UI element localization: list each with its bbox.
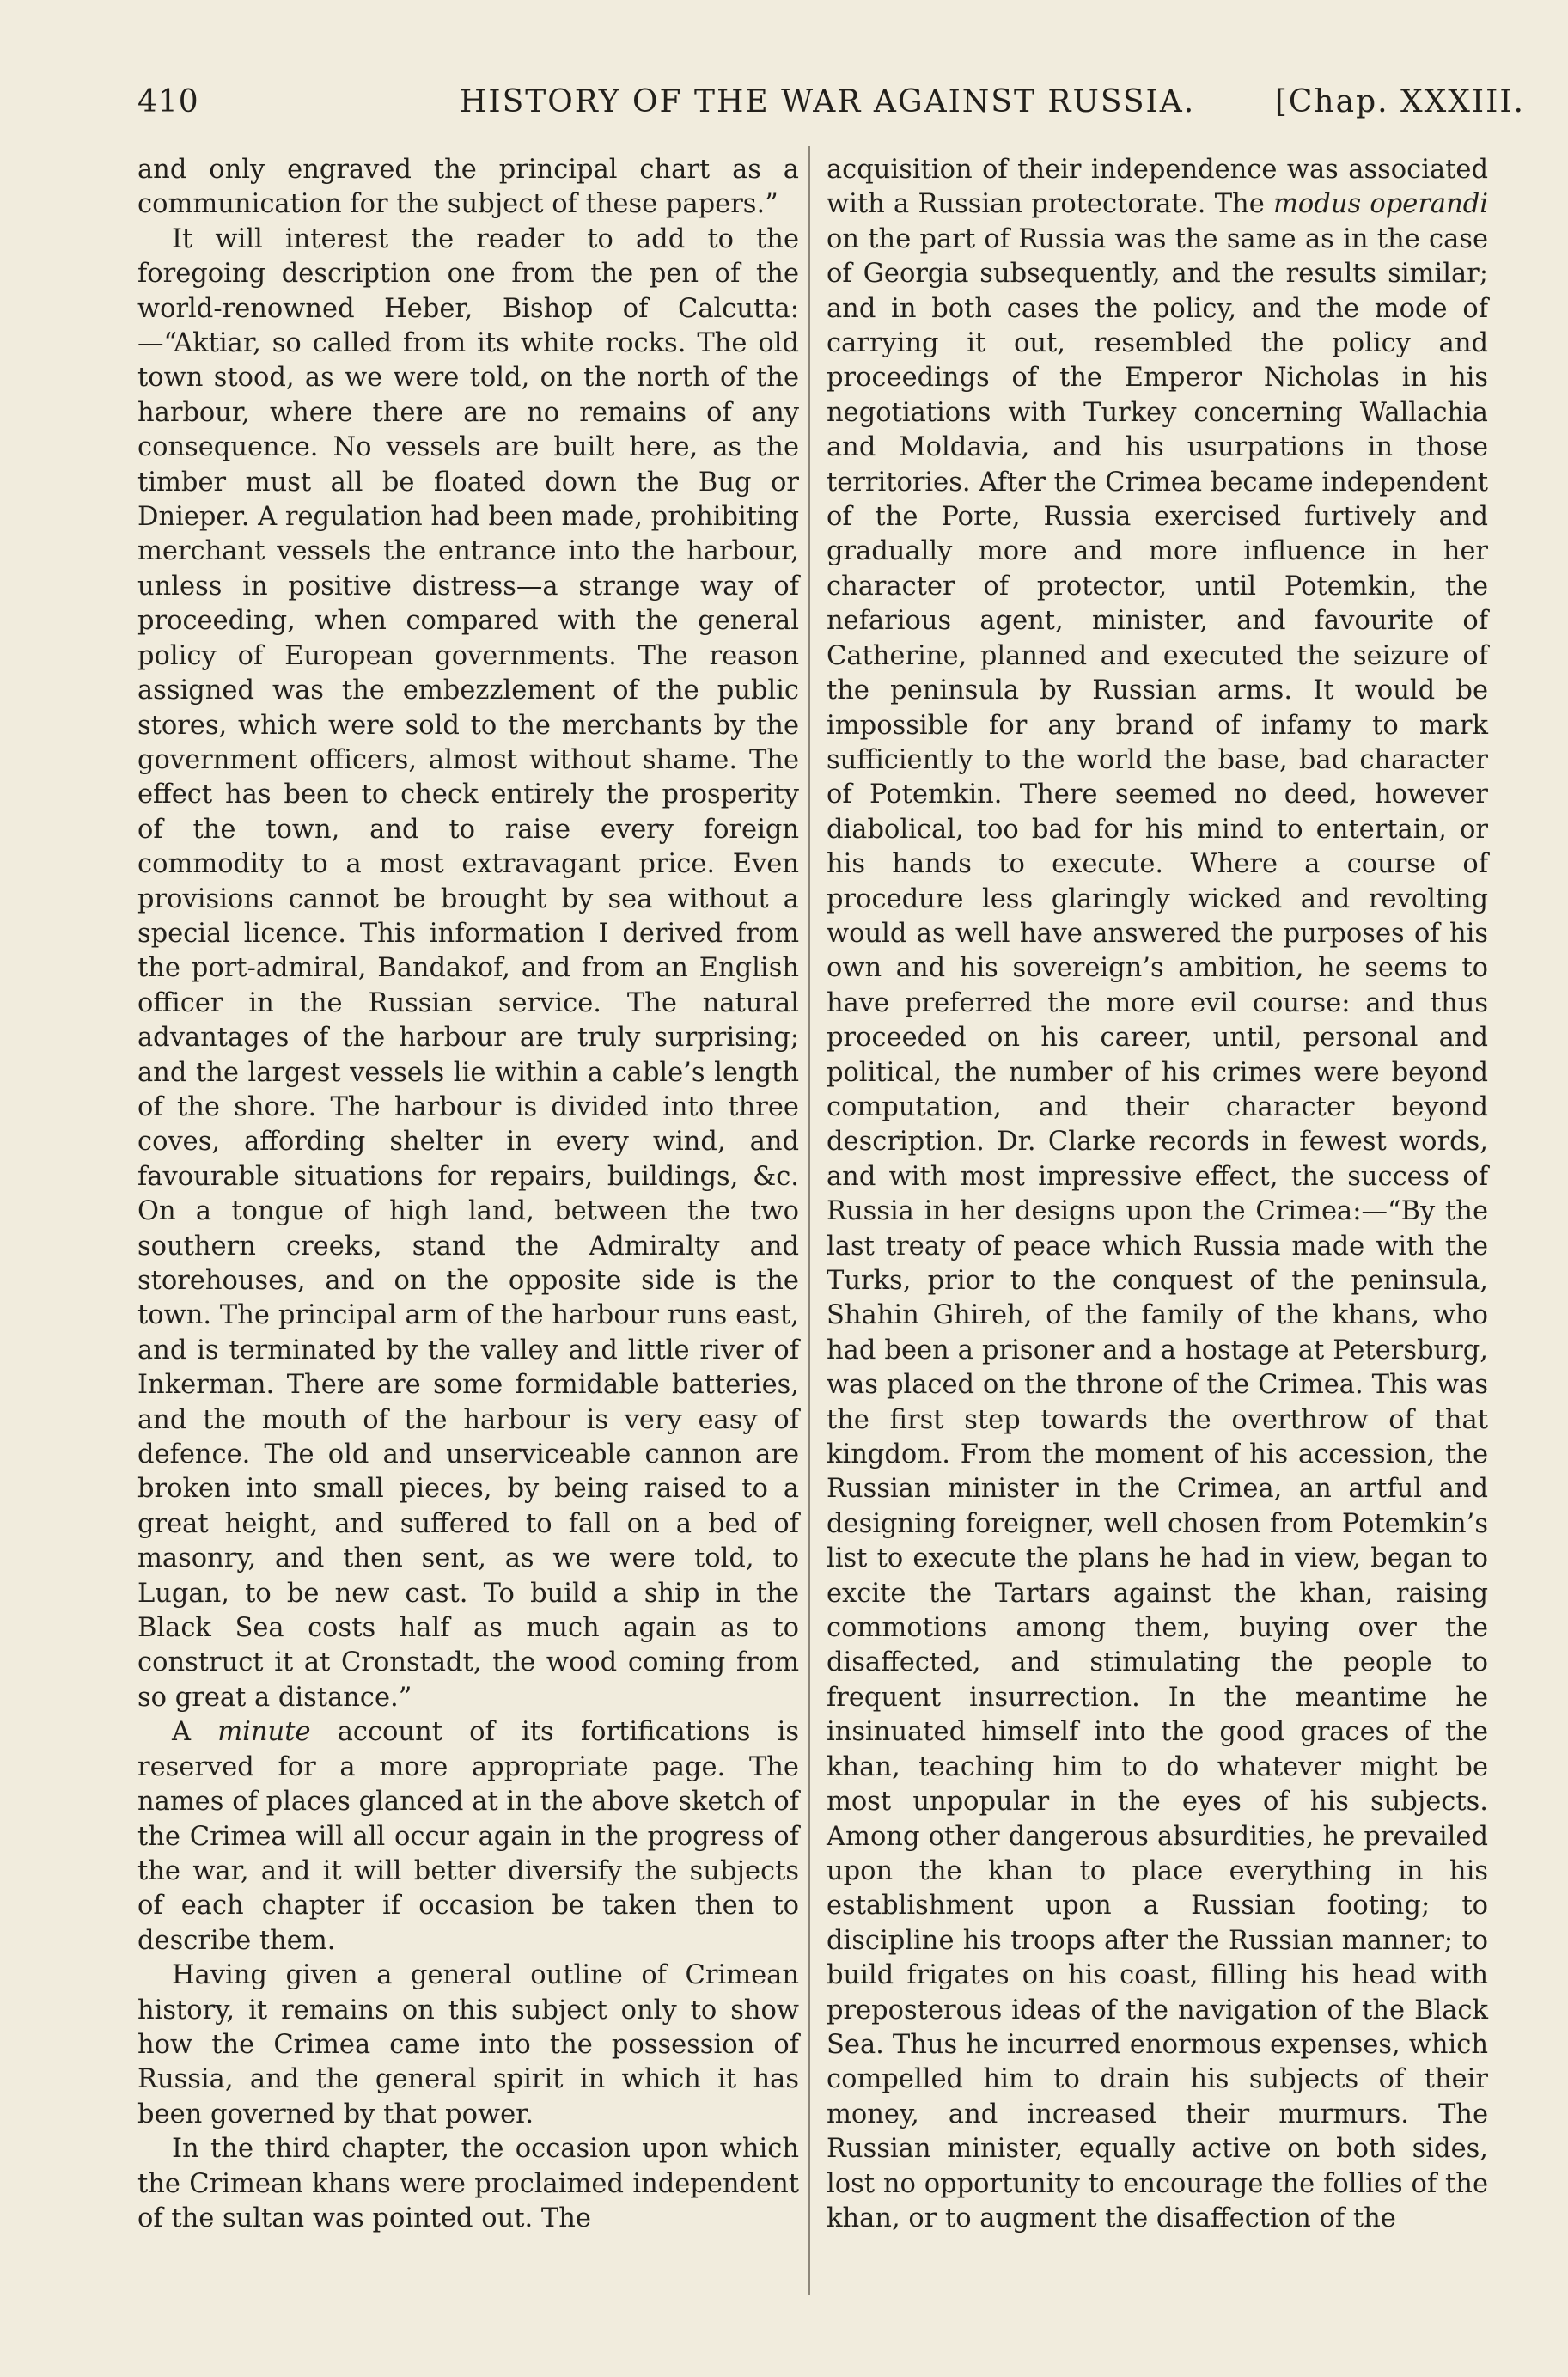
text-run: A — [172, 1717, 218, 1748]
running-title: HISTORY OF THE WAR AGAINST RUSSIA. — [460, 84, 1196, 119]
text-run: account of its fortifications is reserved for a more appropriate page. The names of places glanced at in the above sketch of the Crimea will all occur again in the progress of the war, and it will better diversify the subjects of each chapter if occasion be taken then to describe them. — [137, 1717, 799, 1956]
left-column — [137, 153, 799, 2236]
text-run: acquisition of their independence was associated with a Russian protectorate. The — [827, 155, 1488, 220]
paragraph — [137, 1715, 799, 1958]
paragraph — [827, 153, 1488, 2236]
chapter-label: [Chap. XXXIII. — [1274, 84, 1525, 119]
paragraph: In the third chapter, the occasion upon which the Crimean khans were proclaimed independent of the sultan was pointed out. The — [137, 2134, 799, 2233]
page-number: 410 — [137, 84, 199, 119]
running-head — [137, 84, 1525, 136]
column-rule — [808, 146, 810, 2295]
paragraph: It will interest the reader to add to the foregoing description one from the pen of the world-renowned Heber, Bishop of Calcutta:—“Aktiar, so called from its white rocks. The old town stood, as we were told, on the north of the harbour, where there are no remains of any consequence. No vessels are built here, as the timber must all be floated down the Bug or Dnieper. A regulation had been made, prohibiting merchant vessels the entrance into the harbour, unless in positive distress—a strange way of proceeding, when compared with the general policy of European governments. The reason assigned was the embezzlement of the public stores, which were sold to the merchants by the government officers, almost without shame. The effect has been to check entirely the prosperity of the town, and to raise every foreign commodity to a most extravagant price. Even provisions cannot be brought by sea without a special licence. This information I derived from the port-admiral, Bandakof, and from an English officer in the Russian service. The natural advantages of the harbour are truly surprising; and the largest vessels lie within a cable’s length of the shore. The harbour is divided into three coves, affording shelter in every wind, and favourable situations for repairs, buildings, &c. On a tongue of high land, between the two southern creeks, stand the Admiralty and storehouses, and on the opposite side is the town. The principal arm of the harbour runs east, and is terminated by the valley and little river of Inkerman. There are some formidable batteries, and the mouth of the harbour is very easy of defence. The old and unserviceable cannon are broken into small pieces, by being raised to a great height, and suffered to fall on a bed of masonry, and then sent, as we were told, to Lugan, to be new cast. To build a ship in the Black Sea costs half as much again as to construct it at Cronstadt, the wood coming from so great a distance.” — [137, 223, 799, 1713]
text-run: on the part of Russia was the same as in the case of Georgia subsequently, and the results similar; and in both cases the policy, and the mode of carrying it out, resembled the policy and proceedings of the Emperor Nicholas in his negotiations with Turkey concerning Wallachia and Moldavia, and his usurpations in those territories. After the Crimea became independent of the Porte, Russia exercised furtively and gradually more and more influence in her character of protector, until Potemkin, the nefarious agent, minister, and favourite of Catherine, planned and executed the seizure of the peninsula by Russian arms. It would be impossible for any brand of infamy to mark sufficiently to the world the base, bad character of Potemkin. There seemed no deed, however diabolical, too bad for his mind to entertain, or his hands to execute. Where a course of procedure less glaringly wicked and revolting would as well have answered the purposes of his own and his sovereign’s ambition, he seems to have preferred the more evil course: and thus proceeded on his career, until, personal and political, the number of his crimes were beyond computation, and their character beyond description. Dr. Clarke records in fewest words, and with most impressive effect, the success of Russia in her designs upon the Crimea:—“By the last treaty of peace which Russia made with the Turks, prior to the conquest of the peninsula, Shahin Ghireh, of the family of the khans, who had been a prisoner and a hostage at Petersburg, was placed on the throne of the Crimea. This was the first step towards the overthrow of that kingdom. From the moment of his accession, the Russian minister in the Crimea, an artful and designing foreigner, well chosen from Potemkin’s list to execute the plans he had in view, began to excite the Tartars against the khan, raising commotions among them, buying over the disaffected, and stimulating the people to frequent insurrection. In the meantime he insinuated himself into the good graces of the khan, teaching him to do whatever might be most unpopular in the eyes of his subjects. Among other dangerous absurdities, he prevailed upon the khan to place everything in his establishment upon a Russian footing; to discipline his troops after the Russian manner; to build frigates on his coast, filling his head with preposterous ideas of the navigation of the Black Sea. Thus he incurred enormous expenses, which compelled him to drain his subjects of their money, and increased their murmurs. The Russian minister, equally active on both sides, lost no opportunity to encourage the follies of the khan, or to augment the disaffection of the — [827, 223, 1488, 2233]
paragraph: and only engraved the principal chart as a communication for the subject of these papers.” — [137, 155, 799, 220]
paragraph: Having given a general outline of Crimean history, it remains on this subject only to show how the Crimea came into the possession of Russia, and the general spirit in which it has been governed by that power. — [137, 1960, 799, 2130]
italic-text: modus operandi — [1273, 189, 1488, 220]
italic-text: minute — [217, 1717, 311, 1748]
right-column — [827, 153, 1488, 2236]
